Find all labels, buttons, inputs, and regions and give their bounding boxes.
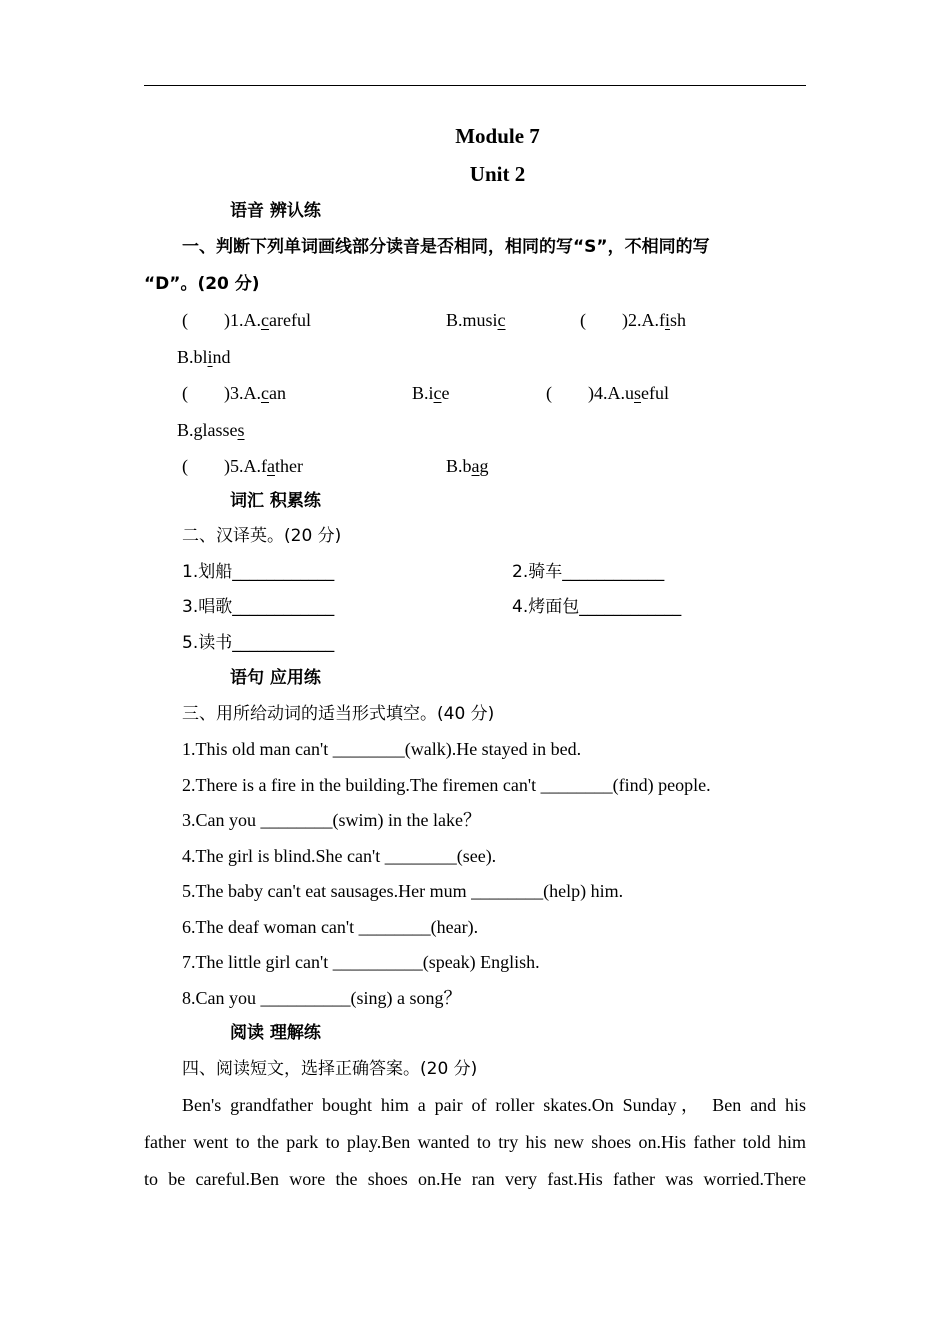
phonics-q2-a: ( )2.A.fish bbox=[580, 310, 687, 330]
section3-instruction: 三、用所给动词的适当形式填空。(40 分) bbox=[182, 704, 495, 724]
fill-item-5: 5.The baby can't eat sausages.Her mum ________(help) him. bbox=[182, 881, 624, 901]
fill-item-6: 6.The deaf woman can't ________(hear). bbox=[182, 917, 479, 937]
phonics-q5-b: B.bag bbox=[446, 456, 489, 476]
section4-instruction: 四、阅读短文，选择正确答案。(20 分) bbox=[182, 1059, 478, 1079]
vocab-item-2: 2.骑车____________ bbox=[512, 562, 665, 582]
section-tag-phonics: 语音 辨认练 bbox=[230, 201, 321, 221]
section-tag-sentences: 语句 应用练 bbox=[230, 668, 321, 688]
section-tag-vocabulary: 词汇 积累练 bbox=[230, 491, 321, 511]
reading-line-2: father went to the park to play.Ben wanted to try his new shoes on.His father told him bbox=[144, 1132, 806, 1152]
header-rule bbox=[144, 85, 806, 86]
fill-item-4: 4.The girl is blind.She can't ________(see). bbox=[182, 846, 497, 866]
phonics-q1-a: ( )1.A.careful bbox=[182, 310, 311, 330]
fill-item-7: 7.The little girl can't __________(speak) English. bbox=[182, 952, 540, 972]
section1-instruction-cont bbox=[144, 272, 260, 296]
phonics-q3-b: B.ice bbox=[412, 383, 450, 403]
phonics-row-3 bbox=[182, 454, 806, 478]
section1-instruction-tail: “D”。(20 分) bbox=[144, 274, 260, 294]
section-tag-reading: 阅读 理解练 bbox=[230, 1023, 321, 1043]
phonics-q2-b: B.blind bbox=[177, 347, 231, 367]
phonics-q4-b: B.glasses bbox=[177, 420, 245, 440]
reading-line-1: Ben's grandfather bought him a pair of roller skates.On Sunday， Ben and his bbox=[182, 1095, 806, 1115]
phonics-q5-a: ( )5.A.father bbox=[182, 456, 303, 476]
section1-instruction: 一、判断下列单词画线部分读音是否相同，相同的写“S”，不相同的写 bbox=[182, 237, 710, 257]
fill-item-2: 2.There is a fire in the building.The firemen can't ________(find) people. bbox=[182, 775, 711, 795]
phonics-row-1 bbox=[182, 308, 806, 332]
phonics-q4-a: ( )4.A.useful bbox=[546, 383, 669, 403]
vocab-item-4: 4.烤面包____________ bbox=[512, 597, 682, 617]
vocab-item-5: 5.读书____________ bbox=[182, 633, 335, 653]
page-title: Module 7 bbox=[455, 124, 540, 148]
fill-item-1: 1.This old man can't ________(walk).He stayed in bed. bbox=[182, 739, 582, 759]
phonics-row-2 bbox=[182, 381, 806, 405]
section2-instruction: 二、汉译英。(20 分) bbox=[182, 526, 342, 546]
phonics-q3-a: ( )3.A.can bbox=[182, 383, 286, 403]
vocab-item-1: 1.划船____________ bbox=[182, 562, 335, 582]
page-subtitle: Unit 2 bbox=[469, 162, 526, 186]
reading-line-3: to be careful.Ben wore the shoes on.He ran very fast.His father was worried.There bbox=[144, 1169, 806, 1189]
phonics-q1-b: B.music bbox=[446, 310, 506, 330]
fill-item-8: 8.Can you __________(sing) a song？ bbox=[182, 988, 462, 1008]
vocab-item-3: 3.唱歌____________ bbox=[182, 597, 335, 617]
fill-item-3: 3.Can you ________(swim) in the lake？ bbox=[182, 810, 481, 830]
